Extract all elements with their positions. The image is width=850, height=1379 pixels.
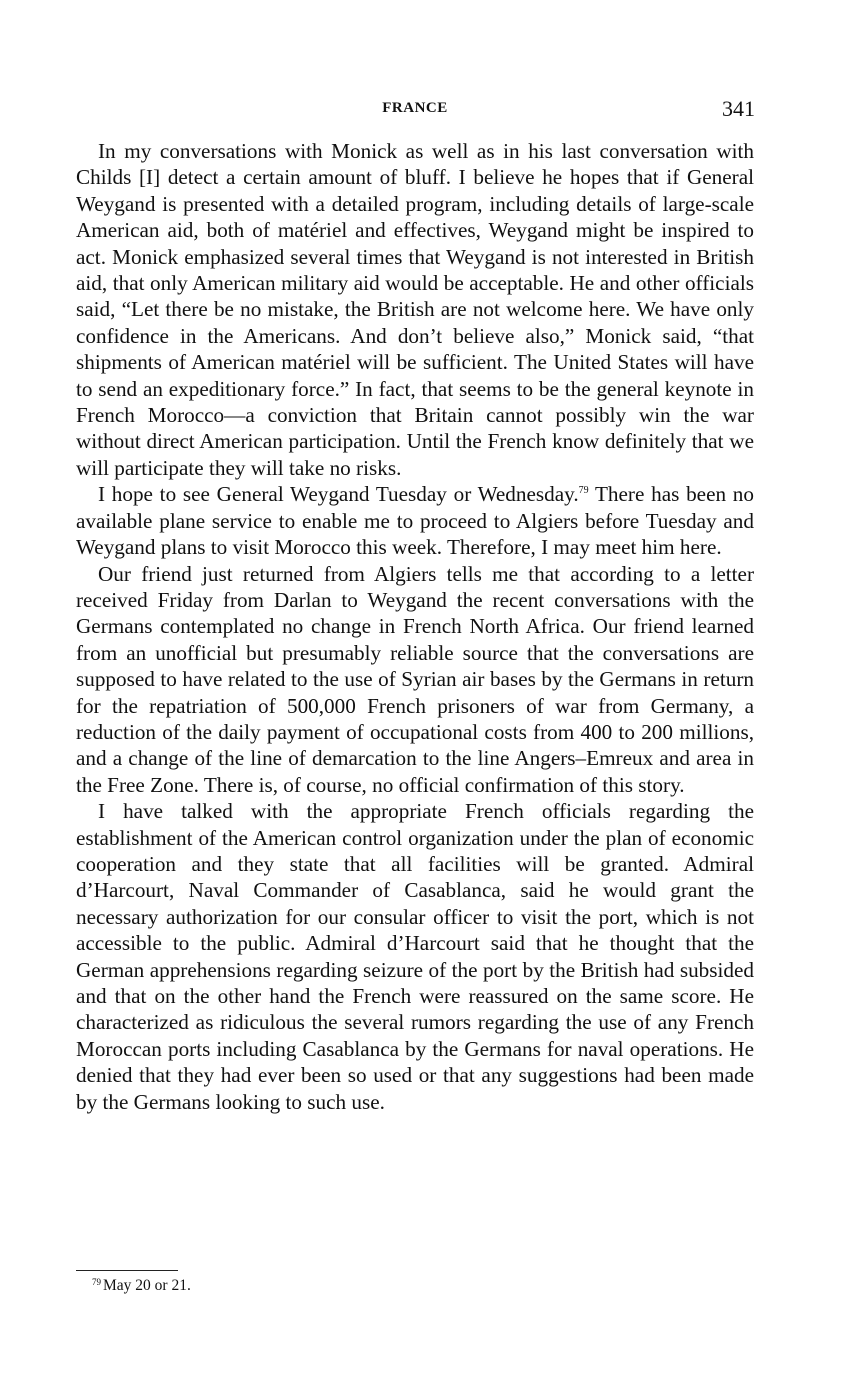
body-text (76, 138, 754, 1115)
running-head (75, 96, 755, 126)
running-title: FRANCE (382, 100, 448, 116)
footnote-divider (76, 1270, 178, 1271)
footnote-marker: 79 (92, 1277, 101, 1287)
paragraph-2-text-start: I hope to see General Weygand Tuesday or Wednesday. (98, 482, 579, 507)
paragraph-1: In my conversations with Monick as well as in his last conversation with Childs [I] detect a certain amount of bluff. I believe he hopes that if General Weygand is presented with a detailed program, including details of large-scale American aid, both of matériel and effectives, Weygand might be inspired to act. Monick emphasized several times that Weygand is not interested in British aid, that only American military aid would be acceptable. He and other officials said, “Let there be no mistake, the British are not welcome here. We have only confidence in the Americans. And don’t believe also,” Monick said, “that shipments of American matériel will be sufficient. The United States will have to send an expeditionary force.” In fact, that seems to be the general keynote in French Morocco—a conviction that Britain cannot possibly win the war without direct American participation. Until the French know definitely that we will participate they will take no risks. (76, 139, 754, 480)
footnote-text: May 20 or 21. (103, 1277, 191, 1294)
paragraph-4: I have talked with the appropriate French officials regarding the establishment of the American control organization under the plan of economic cooperation and they state that all facilities will be granted. Admiral d’Harcourt, Naval Commander of Casablanca, said he would grant the necessary authorization for our consular officer to visit the port, which is not accessible to the public. Admiral d’Harcourt said that he thought that the German apprehensions regarding seizure of the port by the British had subsided and that on the other hand the French were reassured on the same score. He characterized as ridiculous the several rumors regarding the use of any French Moroccan ports including Casablanca by the Germans for naval operations. He denied that they had ever been so used or that any suggestions had been made by the Germans looking to such use. (76, 799, 754, 1114)
page-number: 341 (722, 96, 755, 121)
footnote (92, 1277, 191, 1295)
paragraph-2 (76, 481, 754, 560)
paragraph-3: Our friend just returned from Algiers tells me that according to a letter received Friday from Darlan to Weygand the recent conversations with the Germans contemplated no change in French North Africa. Our friend learned from an unofficial but presumably reliable source that the conversations are supposed to have related to the use of Syrian air bases by the Germans in return for the repatriation of 500,000 French prisoners of war from Germany, a reduction of the daily payment of occupational costs from 400 to 200 millions, and a change of the line of demarcation to the line Angers–Emreux and area in the Free Zone. There is, of course, no official confirmation of this story. (76, 561, 754, 797)
paragraph-2-text-end: There has been no available plane service to enable me to proceed to Algiers before Tuesday and Weygand plans to visit Morocco this week. Therefore, I may meet him here. (76, 482, 754, 560)
footnote-reference: 79 (578, 485, 589, 497)
